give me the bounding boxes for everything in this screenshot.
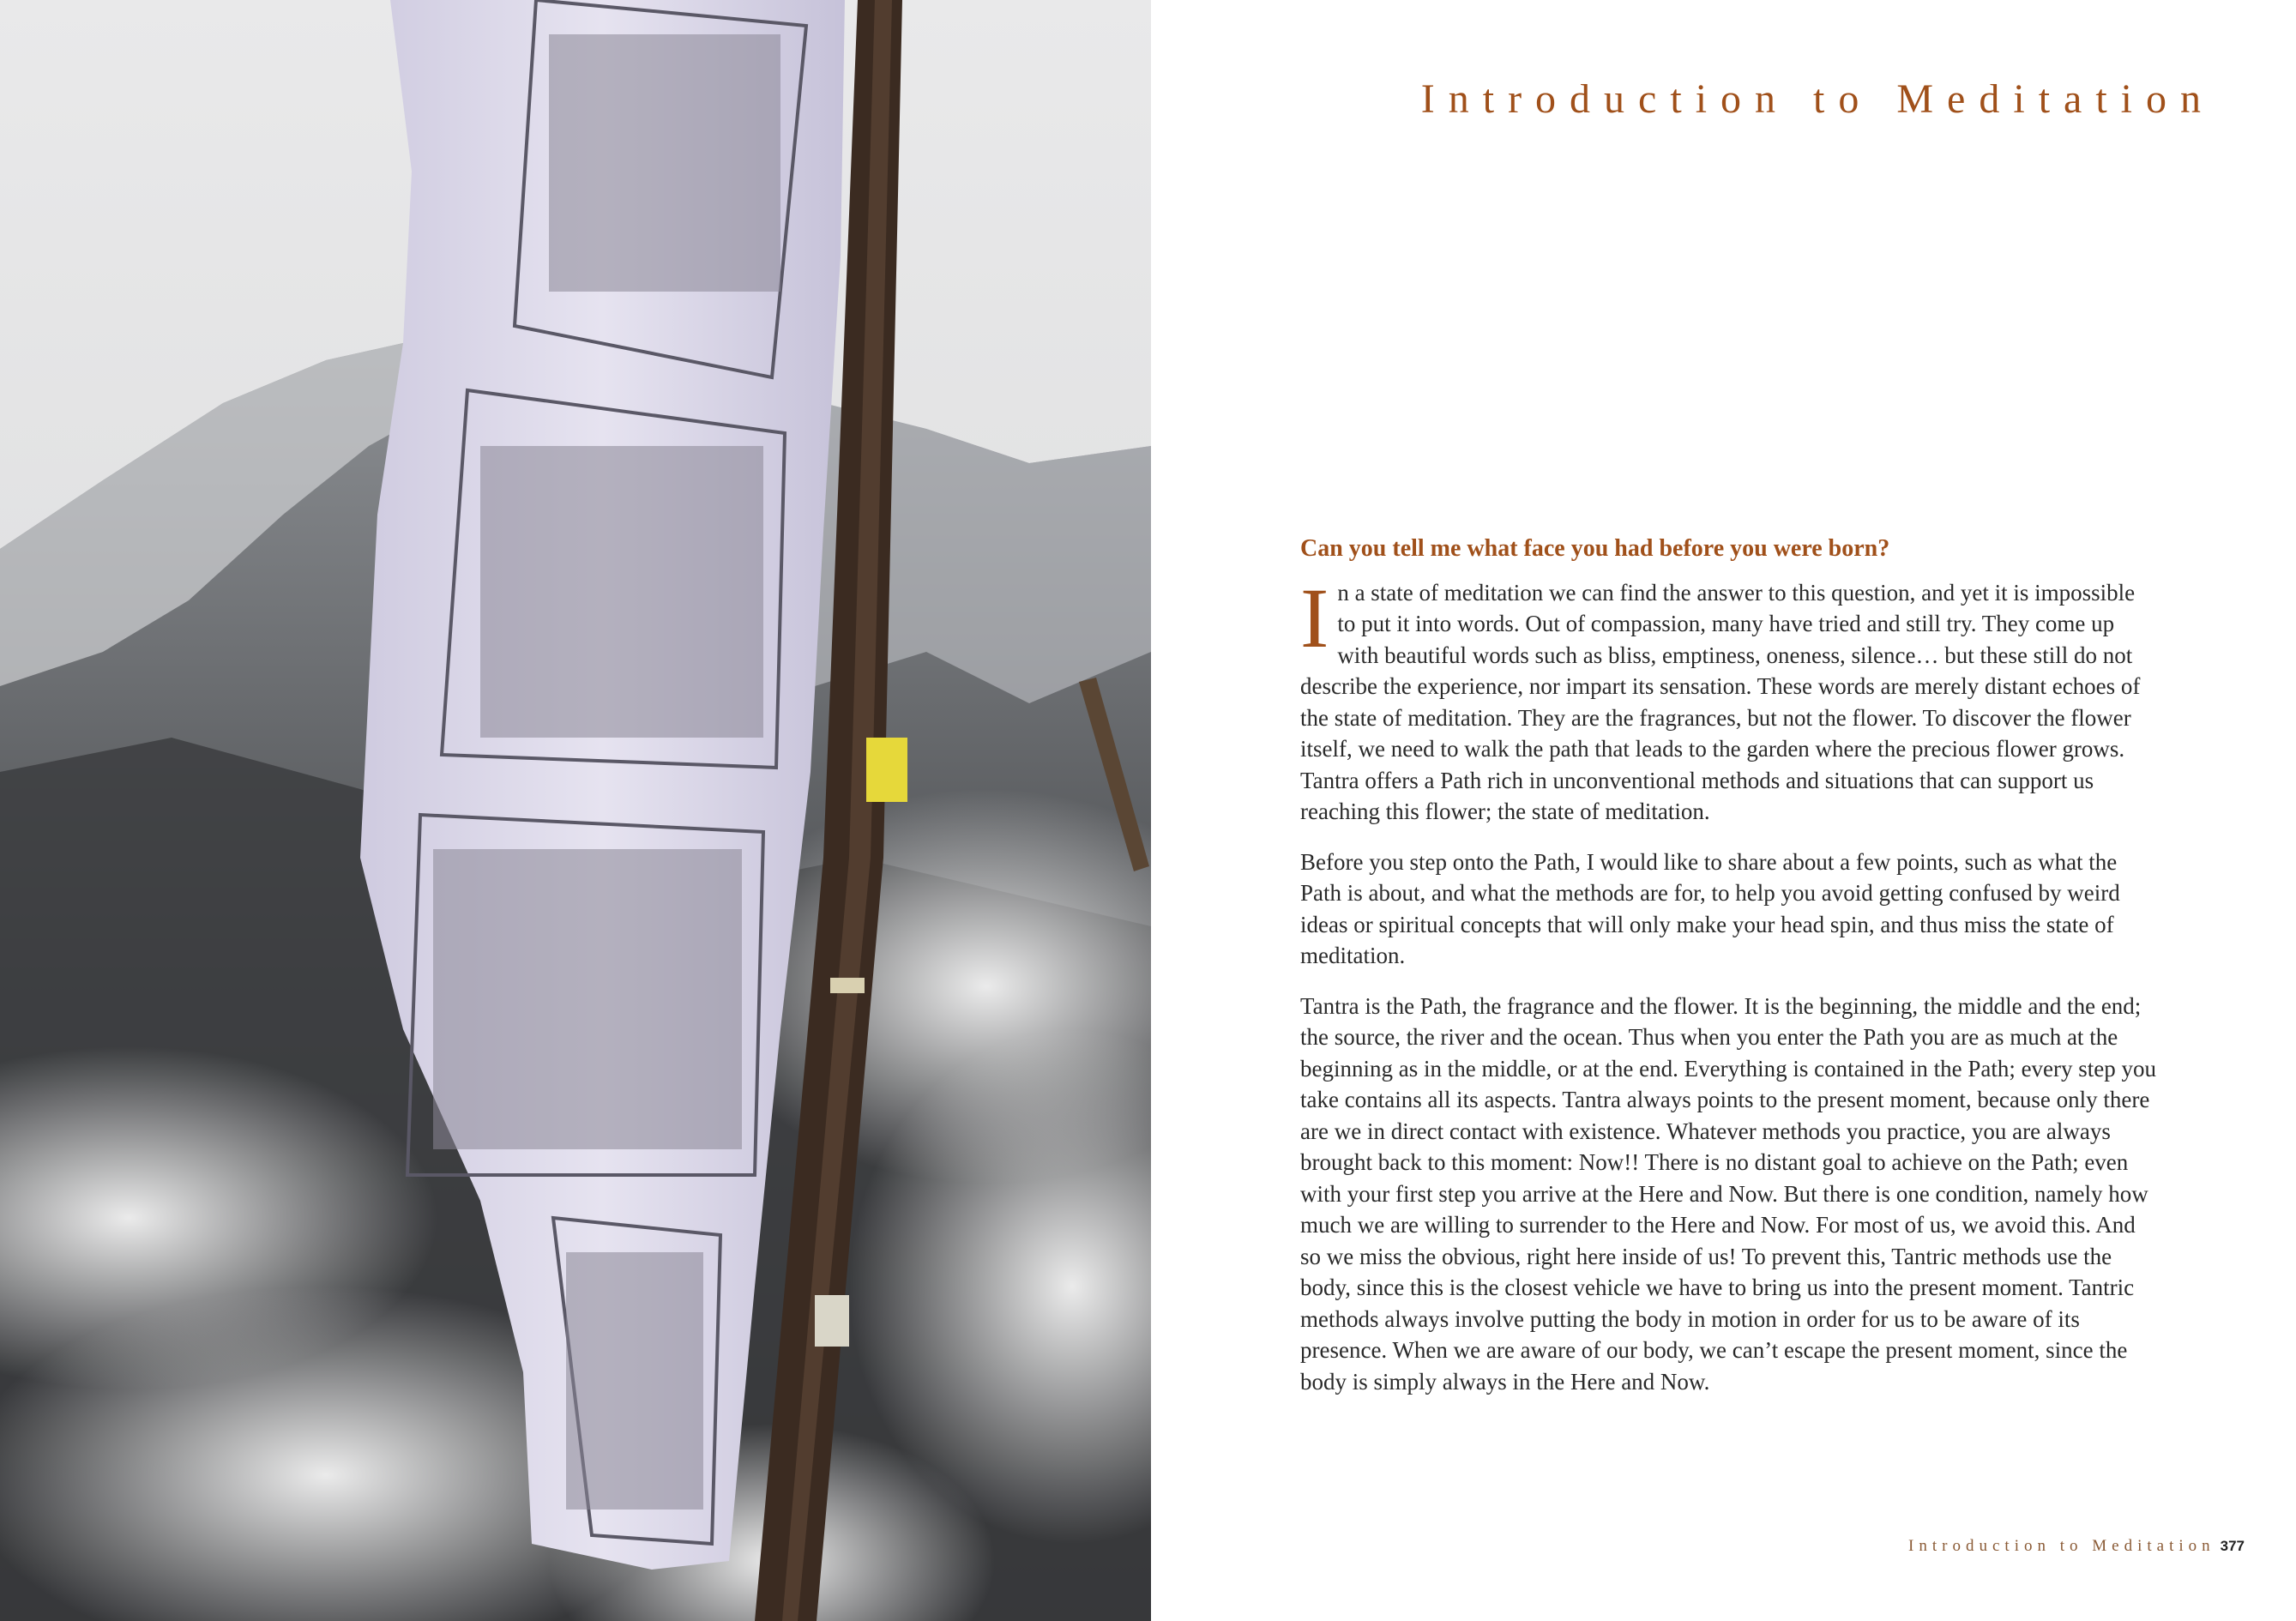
running-footer [1908, 1537, 2245, 1556]
paragraph-3: Tantra is the Path, the fragrance and the flower. It is the beginning, the middle and the end; the source, the river and the ocean. Thus when you enter the Path you are as much at the beginning as in the middle, or at the end. Everything is contained in the Path; every step you take contains all its aspects. Tantra always points to the present moment, because only there are we in direct contact with existence. Whatever methods you practice, you are always brought back to this moment: Now!! There is no distant goal to achieve on the Path; even with your first step you arrive at the Here and Now. But there is one condition, namely how much we are willing to surrender to the Here and Now. For most of us, we avoid this. And so we miss the obvious, right here inside of us! To prevent this, Tantric methods use the body, since this is the closest vehicle we have to bring us into the present moment. Tantric methods always involve putting the body in motion in order for us to be aware of its presence. When we are aware of our body, we can’t escape the present moment, since the body is simply always in the Here and Now. [1300, 992, 2157, 1395]
footer-title: Introduction to Meditation [1908, 1537, 2215, 1555]
paragraph-1-text: n a state of meditation we can find the answer to this question, and yet it is impossible to put it into words. Out of compassion, many have tried and still try. They come up with beautiful words such as bliss, emptiness, oneness, silence… but these still do not describe the experience, nor impart its sensation. These words are merely distant echoes of the state of meditation. They are the fragrances, but not the flower. To discover the flower itself, we need to walk the path that leads to the garden where the precious flower grows. Tantra offers a Path rich in unconventional methods and situations that can support us reaching this flower; the state of meditation. [1300, 579, 2141, 824]
paragraph-1 [1300, 569, 2158, 828]
chapter-title: Introduction to Meditation [1420, 76, 2215, 122]
paragraph-2: Before you step onto the Path, I would like to share about a few points, such as what the Path is about, and what the methods are for, to help you avoid getting confused by weird ideas or spiritual concepts that will only make your head spin, and thus miss the state of meditation. [1300, 848, 2120, 968]
body-text [1300, 533, 2158, 1416]
opening-question: Can you tell me what face you had before you were born? [1300, 535, 1890, 562]
page-number: 377 [2220, 1538, 2245, 1554]
drop-cap: I [1300, 569, 1329, 666]
text-page [1151, 0, 2296, 1621]
